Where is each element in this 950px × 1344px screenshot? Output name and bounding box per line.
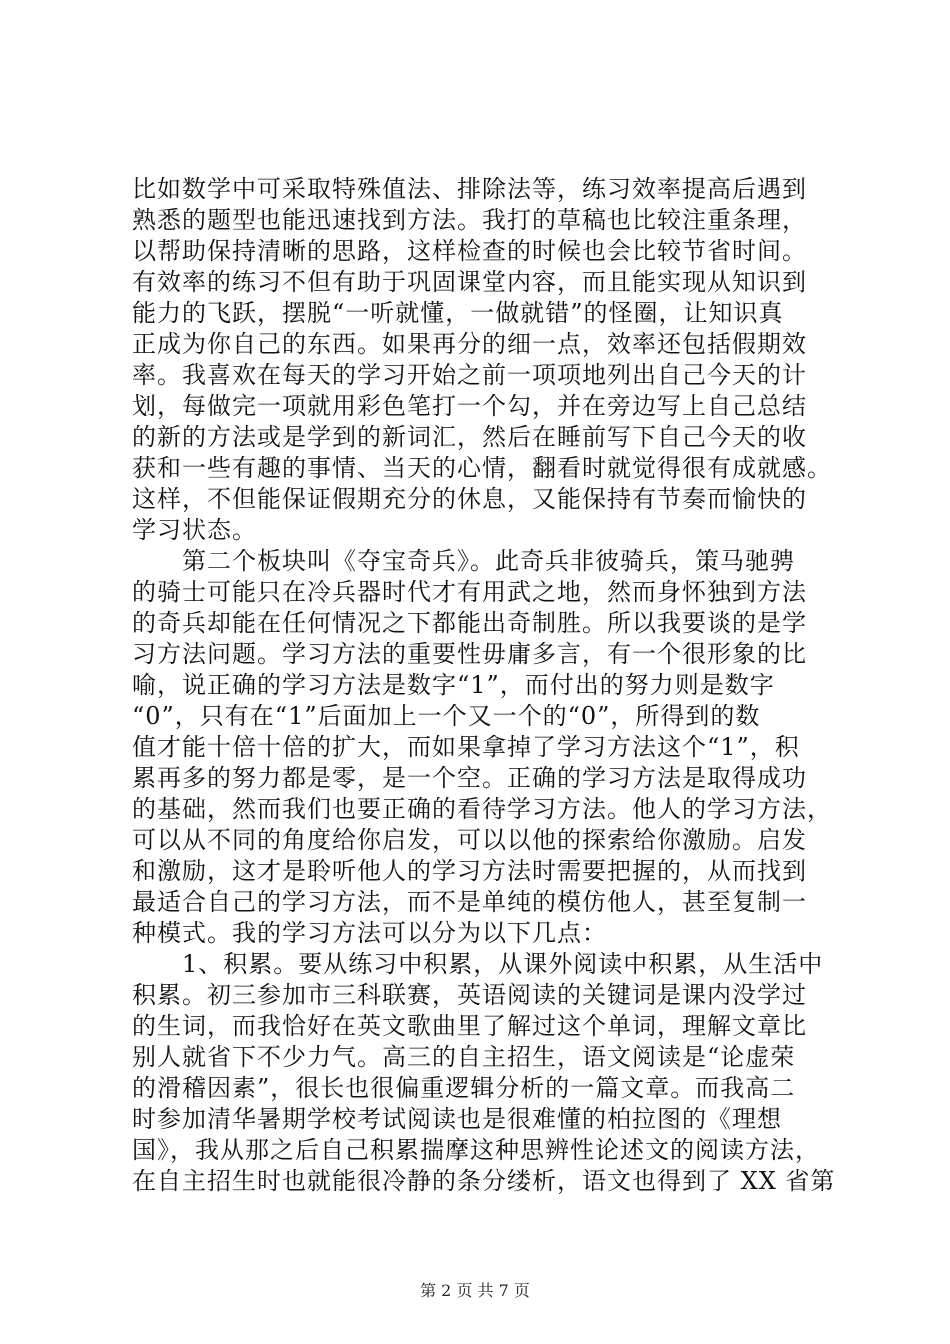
text-line: 最适合自己的学习方法，而不是单纯的模仿他人，甚至复制一 bbox=[132, 888, 807, 916]
text-line: 划，每做完一项就用彩色笔打一个勾，并在旁边写上自己总结 bbox=[132, 392, 807, 420]
text-line: 别人就省下不少力气。高三的自主招生，语文阅读是“论虚荣 bbox=[132, 1043, 796, 1071]
text-line: 积累。初三参加市三科联赛，英语阅读的关键词是课内没学过 bbox=[132, 981, 807, 1009]
text-line: 可以从不同的角度给你启发，可以以他的探索给你激励。启发 bbox=[132, 826, 807, 854]
text-line: 第二个板块叫《夺宝奇兵》。此奇兵非彼骑兵，策马驰骋 bbox=[132, 547, 795, 575]
text-line: 时参加清华暑期学校考试阅读也是很难懂的柏拉图的《理想 bbox=[132, 1105, 782, 1133]
text-line: 国》，我从那之后自己积累揣摩这种思辨性论述文的阅读方法， bbox=[132, 1136, 820, 1164]
text-line: 的新的方法或是学到的新词汇，然后在睡前写下自己今天的收 bbox=[132, 423, 807, 451]
text-line: 的基础，然而我们也要正确的看待学习方法。他人的学习方法， bbox=[132, 795, 832, 823]
text-line: 的滑稽因素”，很长也很偏重逻辑分析的一篇文章。而我高二 bbox=[132, 1074, 796, 1102]
text-line: 这样，不但能保证假期充分的休息，又能保持有节奏而愉快的 bbox=[132, 485, 807, 513]
text-line: 在自主招生时也就能很冷静的条分缕析，语文也得到了 XX 省第 bbox=[132, 1167, 836, 1195]
text-line: 1、积累。要从练习中积累，从课外阅读中积累，从生活中 bbox=[132, 950, 824, 978]
text-line: 熟悉的题型也能迅速找到方法。我打的草稿也比较注重条理， bbox=[132, 206, 807, 234]
text-line: 和激励，这才是聆听他人的学习方法时需要把握的，从而找到 bbox=[132, 857, 807, 885]
text-line: 的奇兵却能在任何情况之下都能出奇制胜。所以我要谈的是学 bbox=[132, 609, 807, 637]
text-line: 率。我喜欢在每天的学习开始之前一项项地列出自己今天的计 bbox=[132, 361, 807, 389]
text-line: 累再多的努力都是零，是一个空。正确的学习方法是取得成功 bbox=[132, 764, 807, 792]
text-line: 获和一些有趣的事情、当天的心情，翻看时就觉得很有成就感。 bbox=[132, 454, 832, 482]
text-line: 正成为你自己的东西。如果再分的细一点，效率还包括假期效 bbox=[132, 330, 807, 358]
text-line: “0”，只有在“1”后面加上一个又一个的“0”，所得到的数 bbox=[132, 702, 761, 730]
text-line: 的生词，而我恰好在英文歌曲里了解过这个单词，理解文章比 bbox=[132, 1012, 807, 1040]
text-line: 值才能十倍十倍的扩大，而如果拿掉了学习方法这个“1”，积 bbox=[132, 733, 800, 761]
text-line: 习方法问题。学习方法的重要性毋庸多言，有一个很形象的比 bbox=[132, 640, 807, 668]
text-line: 的骑士可能只在冷兵器时代才有用武之地，然而身怀独到方法 bbox=[132, 578, 807, 606]
page-footer: 第 2 页 共 7 页 bbox=[420, 1281, 530, 1300]
text-line: 种模式。我的学习方法可以分为以下几点： bbox=[132, 919, 607, 947]
text-line: 能力的飞跃，摆脱“一听就懂，一做就错”的怪圈，让知识真 bbox=[132, 299, 784, 327]
text-line: 以帮助保持清晰的思路，这样检查的时候也会比较节省时间。 bbox=[132, 237, 807, 265]
text-line: 有效率的练习不但有助于巩固课堂内容，而且能实现从知识到 bbox=[132, 268, 807, 296]
text-line: 学习状态。 bbox=[132, 516, 257, 544]
text-line: 喻，说正确的学习方法是数字“1”，而付出的努力则是数字 bbox=[132, 671, 775, 699]
body-text bbox=[132, 174, 836, 1197]
text-line: 比如数学中可采取特殊值法、排除法等，练习效率提高后遇到 bbox=[132, 175, 807, 203]
